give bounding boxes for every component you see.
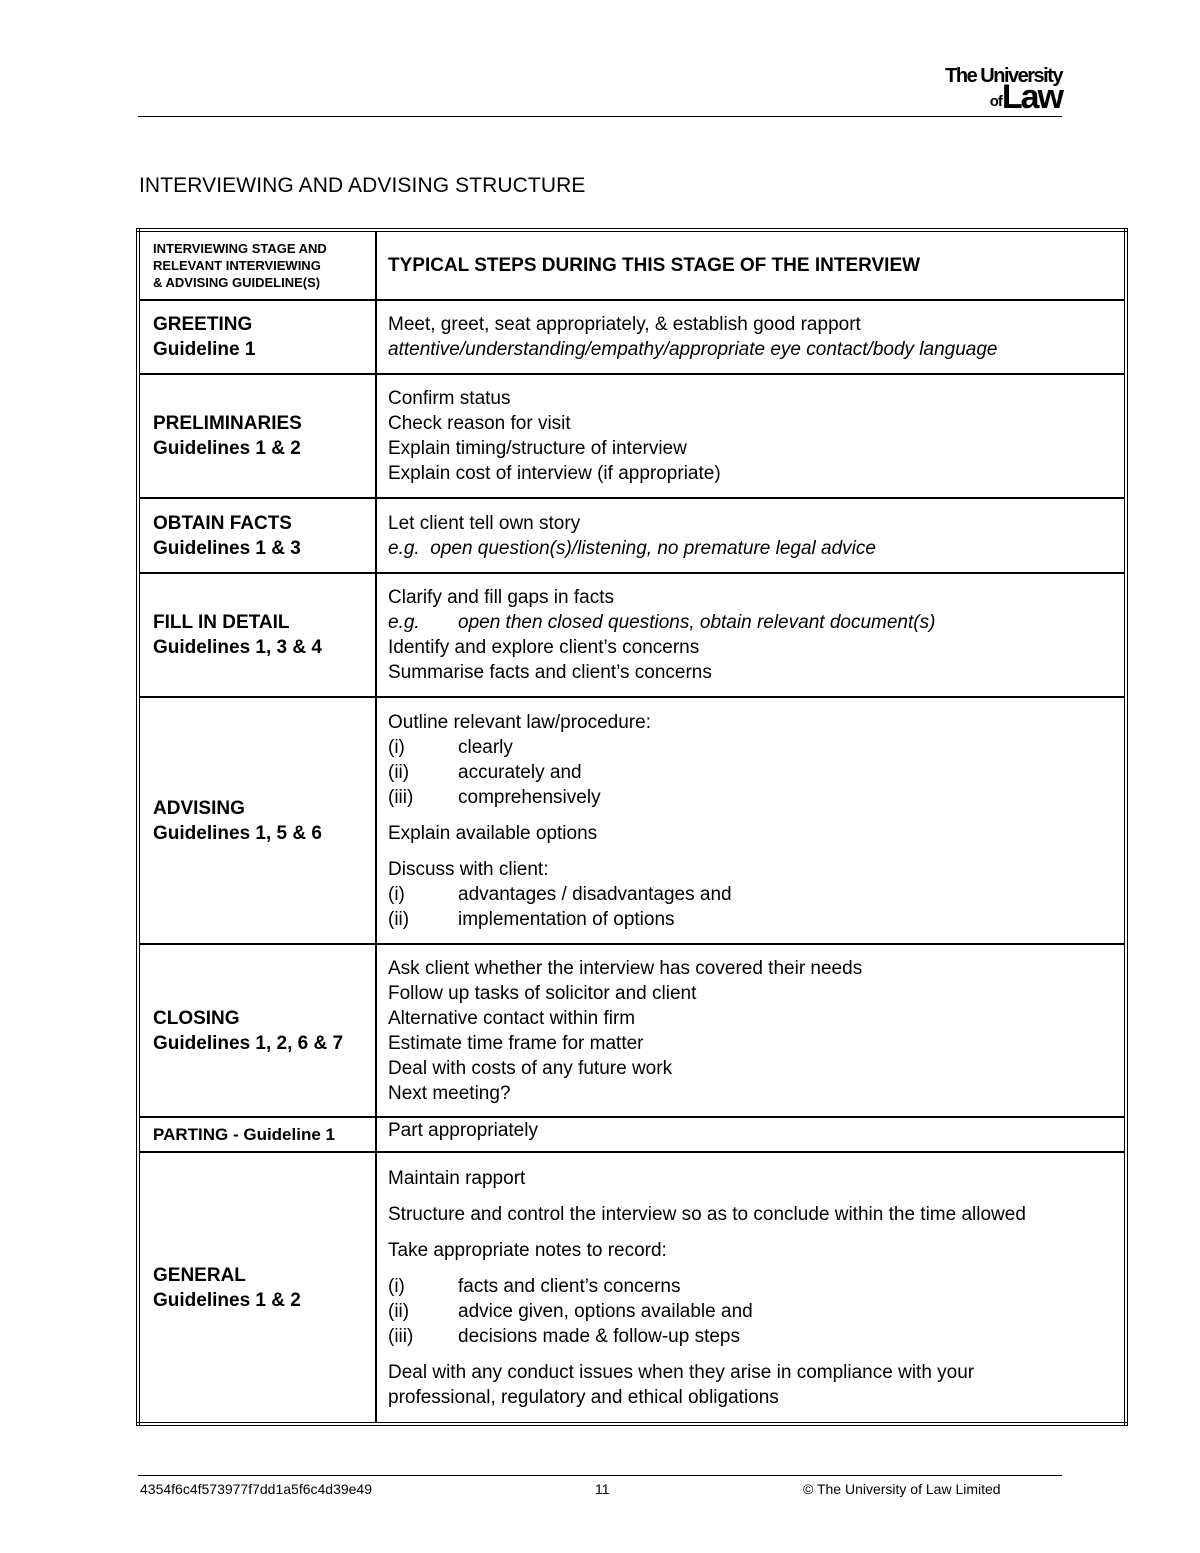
step-line: Next meeting? <box>388 1082 511 1104</box>
spacer <box>388 1349 1118 1360</box>
stage-name: CLOSING <box>153 1007 240 1029</box>
footer-page-number: 11 <box>595 1481 610 1497</box>
step-line: Summarise facts and client’s concerns <box>388 662 712 683</box>
table-row-parting <box>138 1117 1126 1152</box>
list-item <box>388 785 1118 810</box>
list-item <box>388 760 1118 785</box>
step-line: Maintain rapport <box>388 1167 526 1189</box>
header-left-line: INTERVIEWING STAGE AND <box>153 241 327 256</box>
item-text: facts and client’s concerns <box>458 1275 681 1297</box>
stage-guideline: Guidelines 1, 2, 6 & 7 <box>153 1032 344 1054</box>
step-line: Structure and control the interview so as to conclude within the time allowed <box>388 1203 1026 1225</box>
item-text: advantages / disadvantages and <box>458 883 732 905</box>
list-item <box>388 1324 1118 1349</box>
list-item <box>388 1299 1118 1324</box>
stage-name: GREETING <box>153 314 253 335</box>
table-row-greeting <box>138 300 1126 374</box>
step-line: Clarify and fill gaps in facts <box>388 587 614 608</box>
steps-cell <box>376 300 1126 374</box>
step-line: Ask client whether the interview has covered their needs <box>388 957 863 979</box>
item-text: implementation of options <box>458 908 675 930</box>
table-row-advising <box>138 697 1126 944</box>
table-header-row <box>138 230 1126 300</box>
spacer <box>388 1263 1118 1274</box>
stage-cell <box>138 1117 376 1152</box>
step-line: Deal with any conduct issues when they arise in compliance with your <box>388 1361 975 1383</box>
university-logo <box>945 66 1062 114</box>
stage-guideline: Guideline 1 <box>153 339 256 360</box>
step-line: Discuss with client: <box>388 858 549 880</box>
step-line: Identify and explore client’s concerns <box>388 637 700 658</box>
steps-cell <box>376 1152 1126 1424</box>
spacer <box>388 1227 1118 1238</box>
steps-cell <box>376 1117 1126 1152</box>
document-title: INTERVIEWING AND ADVISING STRUCTURE <box>139 174 586 197</box>
header-right-cell <box>376 230 1126 300</box>
item-number: (iii) <box>388 1325 414 1347</box>
step-line: e.g. open question(s)/listening, no premature legal advice <box>388 537 876 559</box>
step-line: Estimate time frame for matter <box>388 1032 644 1054</box>
step-line: Explain cost of interview (if appropriate) <box>388 463 721 484</box>
item-text: advice given, options available and <box>458 1300 753 1322</box>
stage-guideline: Guidelines 1 & 2 <box>153 1289 301 1311</box>
table-row-preliminaries <box>138 374 1126 498</box>
table-row-closing <box>138 944 1126 1117</box>
table-row-general <box>138 1152 1126 1424</box>
step-line: attentive/understanding/empathy/appropriate eye contact/body language <box>388 339 998 360</box>
table-row-obtain-facts <box>138 498 1126 573</box>
item-number: (i) <box>388 1275 405 1297</box>
step-line: Explain timing/structure of interview <box>388 438 687 459</box>
list-item <box>388 907 1118 932</box>
footer-copyright: © The University of Law Limited <box>803 1481 1001 1497</box>
step-line: Let client tell own story <box>388 512 581 534</box>
logo-line1: The University <box>945 65 1062 87</box>
logo-of: of <box>989 93 1002 110</box>
footer-rule <box>138 1475 1062 1476</box>
steps-cell <box>376 697 1126 944</box>
stage-guideline: Guidelines 1 & 3 <box>153 537 301 559</box>
spacer <box>388 846 1118 857</box>
step-line: Explain available options <box>388 822 598 844</box>
header-left-line: RELEVANT INTERVIEWING <box>153 258 321 273</box>
step-line: Follow up tasks of solicitor and client <box>388 982 697 1004</box>
item-text: comprehensively <box>458 786 601 808</box>
stage-cell <box>138 697 376 944</box>
stage-name: FILL IN DETAIL <box>153 612 290 633</box>
stage-guideline: Guidelines 1, 5 & 6 <box>153 822 322 844</box>
steps-cell <box>376 498 1126 573</box>
stage-cell <box>138 944 376 1117</box>
header-left-cell <box>138 230 376 300</box>
step-line: Confirm status <box>388 388 511 409</box>
spacer <box>388 810 1118 821</box>
steps-cell <box>376 944 1126 1117</box>
footer-doc-id: 4354f6c4f573977f7dd1a5f6c4d39e49 <box>140 1481 372 1497</box>
steps-cell <box>376 374 1126 498</box>
item-number: (iii) <box>388 786 414 808</box>
header-rule <box>138 116 1062 117</box>
stage-name: GENERAL <box>153 1264 246 1286</box>
interview-structure-table <box>136 228 1128 1426</box>
item-number: (ii) <box>388 1300 410 1322</box>
stage-cell <box>138 1152 376 1424</box>
item-number: (i) <box>388 883 405 905</box>
step-line: professional, regulatory and ethical obligations <box>388 1386 779 1408</box>
stage-cell <box>138 300 376 374</box>
step-line: Outline relevant law/procedure: <box>388 711 651 733</box>
stage-cell <box>138 374 376 498</box>
stage-cell <box>138 498 376 573</box>
eg-label: e.g. <box>388 612 420 633</box>
item-number: (i) <box>388 736 405 758</box>
stage-name: ADVISING <box>153 797 245 819</box>
list-item <box>388 735 1118 760</box>
list-item <box>388 882 1118 907</box>
stage-guideline: Guidelines 1 & 2 <box>153 438 301 459</box>
item-text: clearly <box>458 736 513 758</box>
step-line: Take appropriate notes to record: <box>388 1239 667 1261</box>
step-line: Deal with costs of any future work <box>388 1057 673 1079</box>
steps-cell <box>376 573 1126 697</box>
stage-name: PRELIMINARIES <box>153 413 302 434</box>
item-number: (ii) <box>388 761 410 783</box>
item-number: (ii) <box>388 908 410 930</box>
item-text: decisions made & follow-up steps <box>458 1325 740 1347</box>
step-line: Part appropriately <box>388 1120 538 1141</box>
header-right-text: TYPICAL STEPS DURING THIS STAGE OF THE INTERVIEW <box>388 255 921 276</box>
step-line: Alternative contact within firm <box>388 1007 636 1029</box>
step-line: Check reason for visit <box>388 413 571 434</box>
logo-law: Law <box>1001 78 1062 116</box>
stage-name: OBTAIN FACTS <box>153 512 292 534</box>
item-text: accurately and <box>458 761 582 783</box>
stage-cell <box>138 573 376 697</box>
step-line <box>388 610 1118 635</box>
eg-text: open then closed questions, obtain relevant document(s) <box>458 612 936 633</box>
table-row-fill-in-detail <box>138 573 1126 697</box>
header-left-line: & ADVISING GUIDELINE(S) <box>153 275 321 290</box>
list-item <box>388 1274 1118 1299</box>
spacer <box>388 1191 1118 1202</box>
stage-name: PARTING - Guideline 1 <box>153 1125 335 1144</box>
stage-guideline: Guidelines 1, 3 & 4 <box>153 637 322 658</box>
step-line: Meet, greet, seat appropriately, & establish good rapport <box>388 314 861 335</box>
